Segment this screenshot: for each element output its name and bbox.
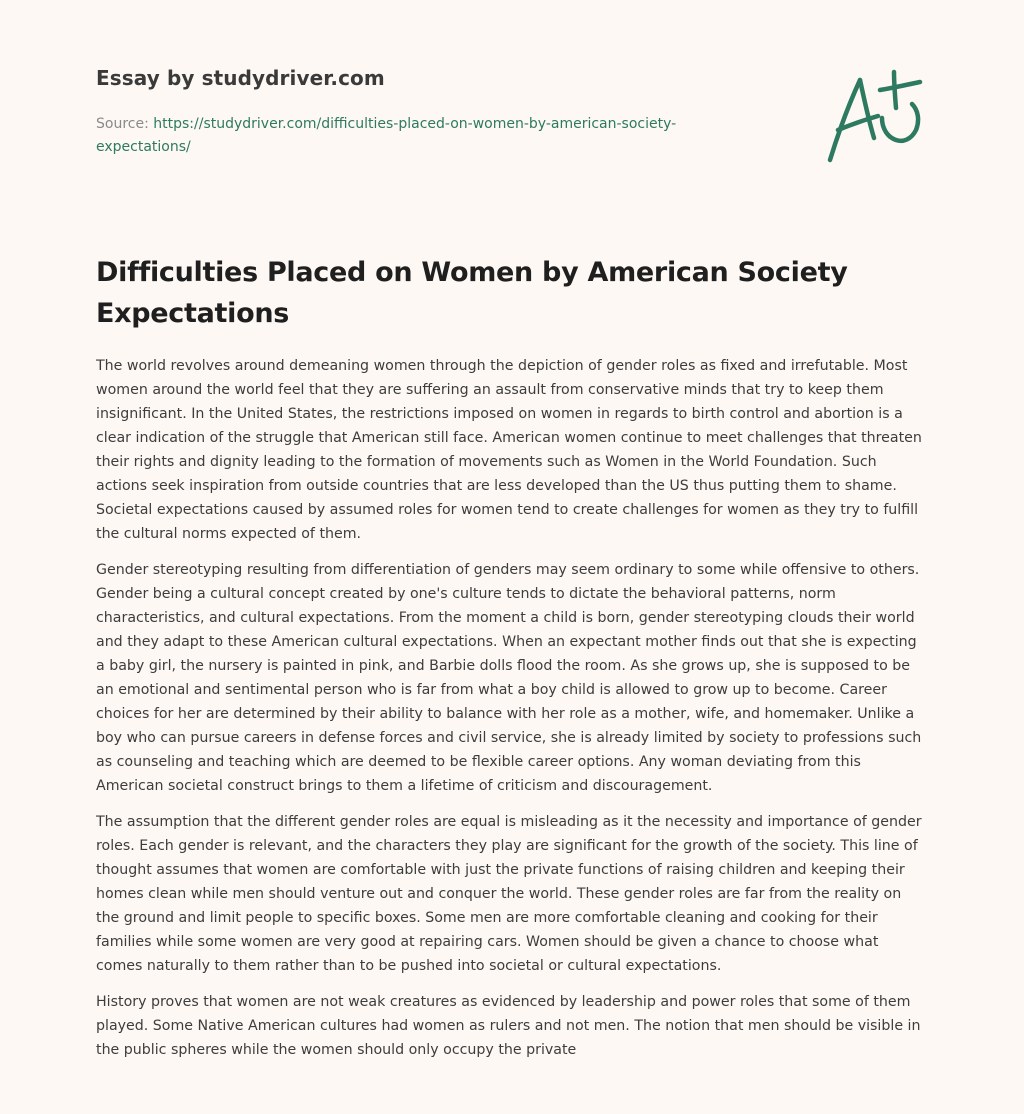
essay-title: Difficulties Placed on Women by American Society Expectations <box>96 257 848 329</box>
source-link[interactable]: https://studydriver.com/difficulties-placed-on-women-by-american-society-expectations/ <box>96 116 677 155</box>
source-label: Source: <box>96 116 154 132</box>
essay-by-heading: Essay by studydriver.com <box>96 66 385 90</box>
a-plus-logo-icon <box>824 68 928 164</box>
source-line <box>96 113 736 159</box>
essay-paragraph: Gender stereotyping resulting from differentiation of genders may seem ordinary to some while offensive to others. Gender being a cultural concept created by one's culture tends to dictate the behavioral patterns, norm characteristics, and cultural expectations. From the moment a child is born, gender stereotyping clouds their world and they adapt to these American cultural expectations. When an expectant mother finds out that she is expecting a baby girl, the nursery is painted in pink, and Barbie dolls flood the room. As she grows up, she is supposed to be an emotional and sentimental person who is far from what a boy child is allowed to grow up to become. Career choices for her are determined by their ability to balance with her role as a mother, wife, and homemaker. Unlike a boy who can pursue careers in defense forces and civil service, she is already limited by society to professions such as counseling and teaching which are deemed to be flexible career options. Any woman deviating from this American societal construct brings to them a lifetime of criticism and discouragement. <box>96 562 922 794</box>
essay-body <box>96 354 928 1074</box>
essay-paragraph: History proves that women are not weak creatures as evidenced by leadership and power roles that some of them played. Some Native American cultures had women as rulers and not men. The notion that men should be visible in the public spheres while the women should only occupy the private <box>96 994 921 1058</box>
essay-paragraph: The assumption that the different gender roles are equal is misleading as it the necessity and importance of gender roles. Each gender is relevant, and the characters they play are significant for the growth of the society. This line of thought assumes that women are comfortable with just the private functions of raising children and keeping their homes clean while men should venture out and conquer the world. These gender roles are far from the reality on the ground and limit people to specific boxes. Some men are more comfortable cleaning and cooking for their families while some women are very good at repairing cars. Women should be given a chance to choose what comes naturally to them rather than to be pushed into societal or cultural expectations. <box>96 814 922 974</box>
essay-paragraph: The world revolves around demeaning women through the depiction of gender roles as fixed and irrefutable. Most women around the world feel that they are suffering an assault from conservative minds that try to keep them insignificant. In the United States, the restrictions imposed on women in regards to birth control and abortion is a clear indication of the struggle that American still face. American women continue to meet challenges that threaten their rights and dignity leading to the formation of movements such as Women in the World Foundation. Such actions seek inspiration from outside countries that are less developed than the US thus putting them to shame. Societal expectations caused by assumed roles for women tend to create challenges for women as they try to fulfill the cultural norms expected of them. <box>96 358 922 542</box>
